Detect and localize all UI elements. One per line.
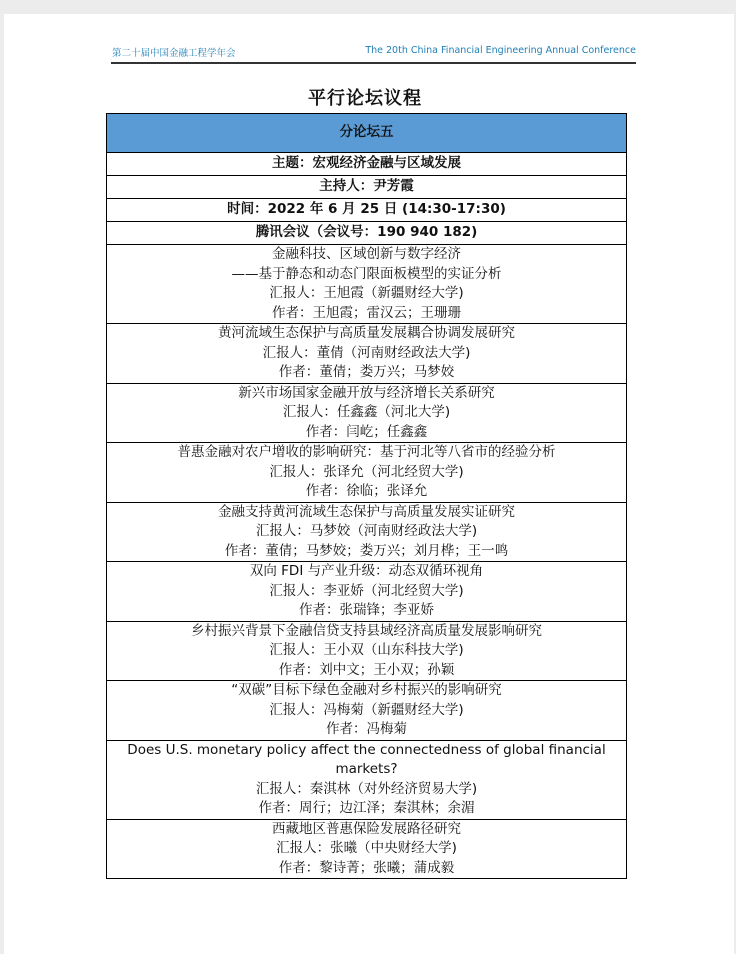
paper-presenter: 汇报人：王旭霞（新疆财经大学): [269, 285, 464, 301]
host-row: [107, 176, 627, 199]
table-row: [107, 443, 627, 503]
table-row: [107, 562, 627, 622]
table-row: [107, 383, 627, 443]
table-row: [107, 245, 627, 324]
forum-time: 时间：2022 年 6 月 25 日 (14:30-17:30): [107, 199, 627, 222]
paper-cell: [107, 562, 627, 622]
paper-cell: [107, 621, 627, 681]
paper-presenter: 汇报人：任鑫鑫（河北大学): [282, 404, 451, 420]
table-row: [107, 740, 627, 819]
paper-title: Does U.S. monetary policy affect the connectedness of global financial markets?: [127, 741, 606, 777]
paper-cell: [107, 819, 627, 879]
paper-presenter: 汇报人：秦淇林（对外经济贸易大学): [255, 780, 478, 797]
paper-cell: [107, 443, 627, 503]
theme-row: [107, 153, 627, 176]
forum-row: [107, 114, 627, 153]
time-row: [107, 199, 627, 222]
paper-title: 乡村振兴背景下金融信贷支持县域经济高质量发展影响研究: [191, 622, 542, 639]
agenda-table: [106, 113, 627, 879]
forum-theme: 主题：宏观经济金融与区域发展: [107, 153, 627, 176]
paper-authors: 作者：冯梅菊: [326, 721, 407, 737]
page-title: 平行论坛议程: [308, 88, 422, 109]
paper-authors: 作者：张瑞锋；李亚娇: [299, 602, 434, 618]
paper-presenter: 汇报人：冯梅菊（新疆财经大学): [269, 701, 464, 718]
paper-authors: 作者：闫屹；任鑫鑫: [305, 423, 428, 440]
paper-title: 黄河流域生态保护与高质量发展耦合协调发展研究: [218, 325, 515, 341]
paper-cell: [107, 383, 627, 443]
forum-host: 主持人：尹芳霞: [107, 176, 627, 199]
forum-name: 分论坛五: [107, 114, 627, 153]
paper-authors: 作者：董倩；马梦姣；娄万兴；刘月桦；王一鸣: [224, 542, 509, 559]
paper-subtitle: ——基于静态和动态门限面板模型的实证分析: [231, 265, 502, 282]
paper-authors: 作者：王旭霞；雷汉云；王珊珊: [272, 304, 461, 321]
paper-title: 西藏地区普惠保险发展路径研究: [272, 820, 461, 837]
header-right-text: The 20th China Financial Engineering Annual Conference: [365, 45, 636, 56]
paper-cell: [107, 324, 627, 384]
table-row: [107, 621, 627, 681]
paper-cell: [107, 740, 627, 819]
table-row: [107, 324, 627, 384]
paper-presenter: 汇报人：张曦（中央财经大学): [276, 840, 457, 856]
paper-authors: 作者：黎诗菁；张曦；蒲成毅: [278, 859, 455, 876]
paper-authors: 作者：刘中文；王小双；孙颖: [278, 661, 455, 678]
header-divider: [111, 62, 636, 64]
paper-cell: [107, 681, 627, 741]
table-row: [107, 681, 627, 741]
paper-title: 金融支持黄河流域生态保护与高质量发展实证研究: [218, 503, 515, 520]
meeting-row: [107, 222, 627, 245]
paper-authors: 作者：周行；边江泽；秦淇林；余湄: [258, 800, 475, 816]
paper-presenter: 汇报人：李亚娇（河北经贸大学): [269, 582, 464, 599]
paper-presenter: 汇报人：王小双（山东科技大学): [269, 642, 464, 658]
forum-meeting: 腾讯会议（会议号：190 940 182): [107, 222, 627, 245]
header-left-text: 第二十届中国金融工程学年会: [112, 48, 236, 59]
table-row: [107, 819, 627, 879]
paper-presenter: 汇报人：张译允（河北经贸大学): [269, 463, 464, 480]
paper-title: 双向 FDI 与产业升级：动态双循环视角: [249, 563, 484, 579]
paper-cell: [107, 502, 627, 562]
paper-title: 金融科技、区域创新与数字经济: [272, 246, 461, 262]
table-row: [107, 502, 627, 562]
paper-authors: 作者：董倩；娄万兴；马梦姣: [278, 364, 455, 380]
paper-title: 普惠金融对农户增收的影响研究：基于河北等八省市的经验分析: [177, 444, 556, 460]
paper-cell: [107, 245, 627, 324]
paper-presenter: 汇报人：马梦姣（河南财经政法大学): [255, 523, 478, 539]
paper-title: “双碳”目标下绿色金融对乡村振兴的影响研究: [231, 682, 502, 698]
paper-presenter: 汇报人：董倩（河南财经政法大学): [262, 344, 471, 361]
paper-title: 新兴市场国家金融开放与经济增长关系研究: [238, 384, 495, 401]
paper-authors: 作者：徐临；张译允: [305, 483, 428, 499]
